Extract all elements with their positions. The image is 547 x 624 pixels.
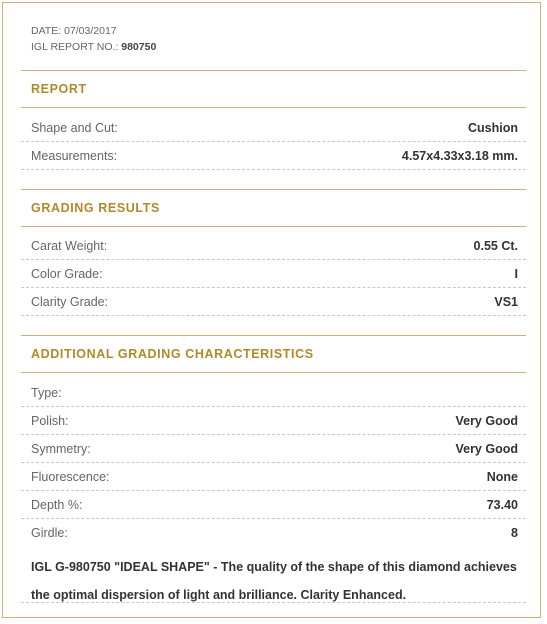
row-label: Measurements: xyxy=(31,149,118,163)
row-value: Very Good xyxy=(455,442,518,456)
report-number-line xyxy=(31,39,156,55)
row-label: Shape and Cut: xyxy=(31,121,118,135)
row-value: Cushion xyxy=(468,121,518,135)
row-label: Color Grade: xyxy=(31,267,103,281)
row-girdle xyxy=(21,520,526,547)
row-carat-weight xyxy=(21,233,526,260)
row-value: 0.55 Ct. xyxy=(473,239,518,253)
section-divider xyxy=(21,372,526,373)
row-clarity-grade xyxy=(21,289,526,316)
date-value: 07/03/2017 xyxy=(64,25,117,37)
date-line xyxy=(31,23,156,39)
row-value: None xyxy=(486,470,518,484)
row-value: 4.57x4.33x3.18 mm. xyxy=(401,149,518,163)
section-divider xyxy=(21,189,526,190)
row-value: Very Good xyxy=(455,414,518,428)
row-label: Symmetry: xyxy=(31,442,91,456)
row-label: Depth %: xyxy=(31,498,83,512)
report-meta xyxy=(31,23,156,55)
comment-divider xyxy=(21,602,526,603)
row-label: Clarity Grade: xyxy=(31,295,109,309)
row-label: Polish: xyxy=(31,414,69,428)
section-title-report: REPORT xyxy=(31,82,87,96)
row-color-grade xyxy=(21,261,526,288)
row-fluorescence xyxy=(21,464,526,491)
section-divider xyxy=(21,70,526,71)
section-divider xyxy=(21,107,526,108)
row-type xyxy=(21,380,526,407)
report-card xyxy=(2,2,541,618)
report-number-label: IGL REPORT NO.: xyxy=(31,41,119,53)
report-number-value: 980750 xyxy=(121,41,157,53)
row-symmetry xyxy=(21,436,526,463)
row-value: 8 xyxy=(511,526,518,540)
report-comment: IGL G-980750 "IDEAL SHAPE" - The quality of the shape of this diamond achieves the optimal dispersion of light and brilliance. Clarity Enhanced. xyxy=(31,560,517,602)
row-shape-cut xyxy=(21,115,526,142)
row-value: I xyxy=(514,267,518,281)
row-polish xyxy=(21,408,526,435)
row-measurements xyxy=(21,143,526,170)
row-label: Type: xyxy=(31,386,62,400)
section-title-grading: GRADING RESULTS xyxy=(31,201,160,215)
row-depth xyxy=(21,492,526,519)
row-label: Girdle: xyxy=(31,526,68,540)
section-divider xyxy=(21,335,526,336)
date-label: DATE: xyxy=(31,25,62,37)
row-label: Carat Weight: xyxy=(31,239,108,253)
row-value: VS1 xyxy=(494,295,518,309)
section-divider xyxy=(21,226,526,227)
row-value: 73.40 xyxy=(486,498,518,512)
row-label: Fluorescence: xyxy=(31,470,110,484)
section-title-additional: ADDITIONAL GRADING CHARACTERISTICS xyxy=(31,347,314,361)
